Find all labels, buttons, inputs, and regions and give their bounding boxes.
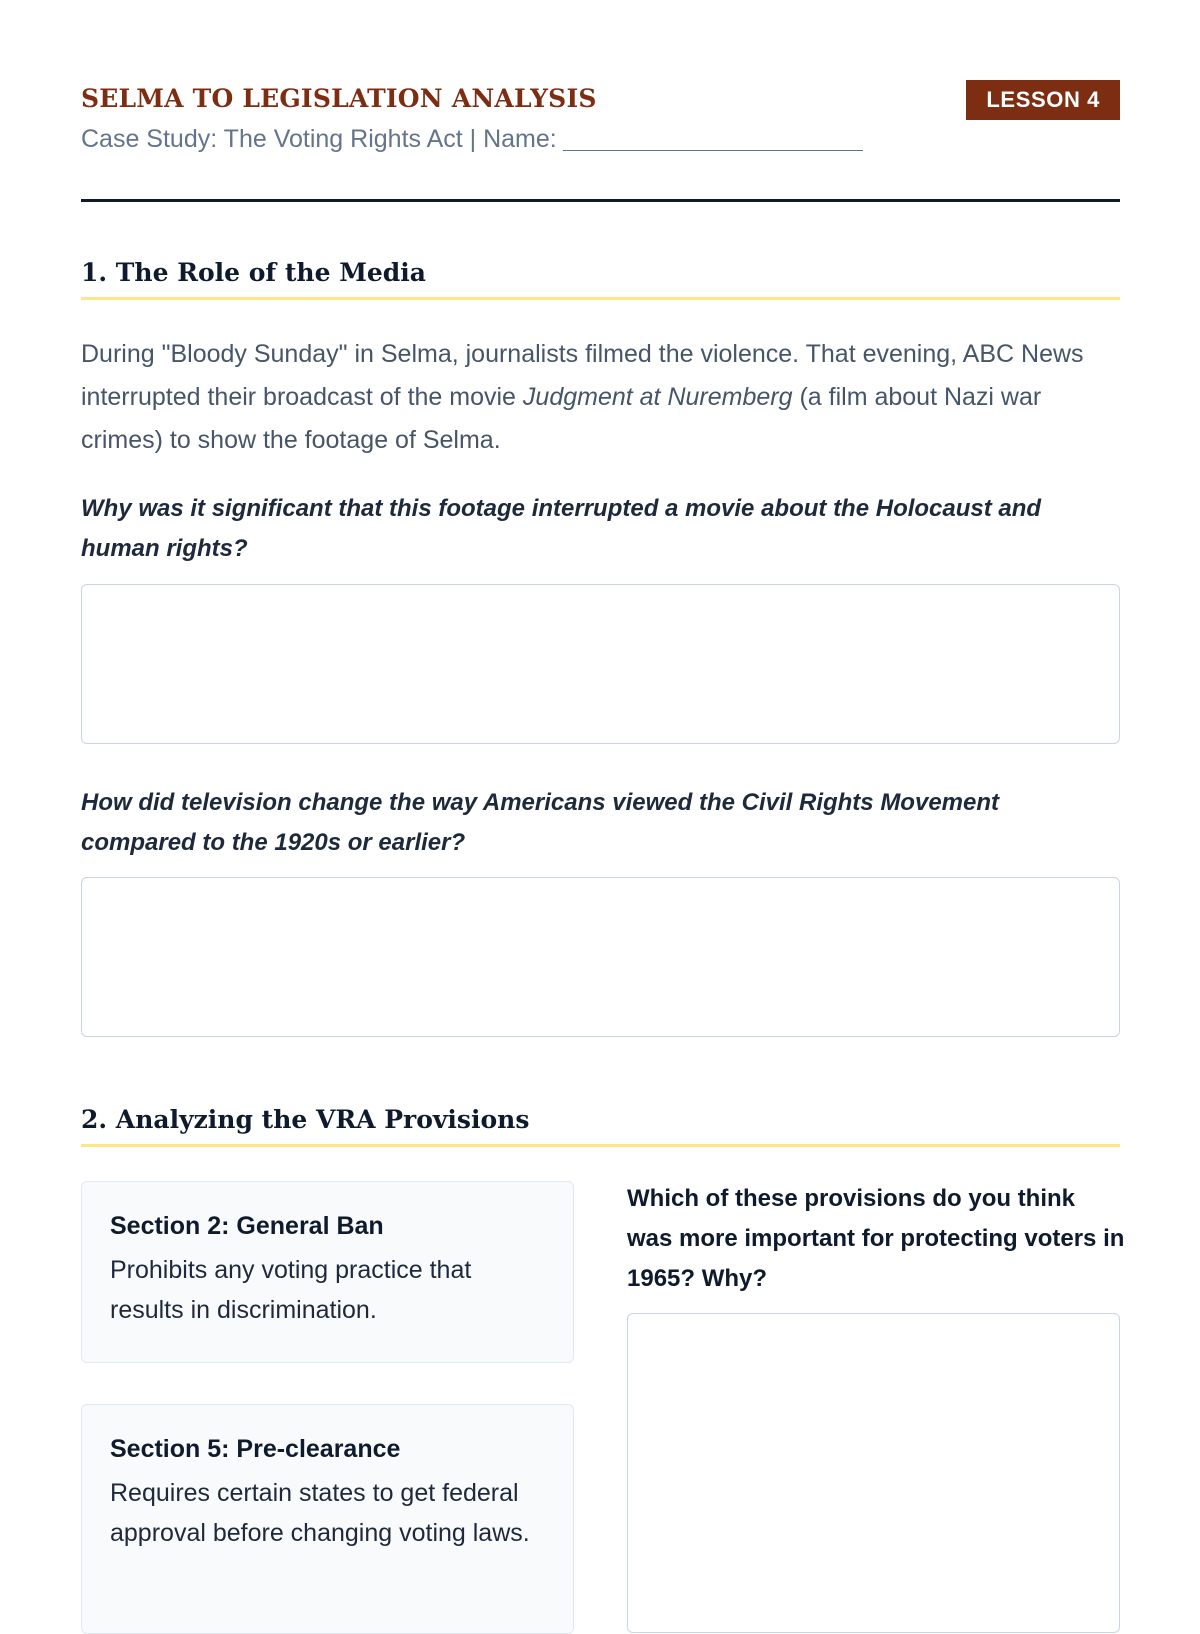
worksheet-subtitle (81, 124, 863, 154)
answer-box-provision-importance[interactable] (627, 1313, 1120, 1633)
section-1-heading: 1. The Role of the Media (81, 258, 1120, 300)
film-title: Judgment at Nuremberg (522, 383, 793, 411)
paragraph-text-end: (a film about Nazi war crimes) to show the footage of Selma. (81, 383, 1042, 454)
provision-card-section-2 (81, 1181, 574, 1363)
paragraph-text-start: During "Bloody Sunday" in Selma, journalists filmed the violence. That evening, ABC News interrupted their broadcast of the movie (81, 340, 1084, 411)
section-2-heading: 2. Analyzing the VRA Provisions (81, 1105, 1120, 1147)
worksheet-header (81, 0, 1120, 202)
provision-description: Prohibits any voting practice that results in discrimination. (110, 1256, 472, 1324)
worksheet-title: SELMA TO LEGISLATION ANALYSIS (81, 84, 597, 113)
subtitle-text: Case Study: The Voting Rights Act | Name: (81, 125, 557, 153)
question-provision-importance: Which of these provisions do you think was more important for protecting voters in 1965? Why? (627, 1185, 1125, 1292)
question-holocaust-significance: Why was it significant that this footage interrupted a movie about the Holocaust and human rights? (81, 495, 1042, 562)
provision-description: Requires certain states to get federal approval before changing voting laws. (110, 1479, 530, 1547)
lesson-badge: LESSON 4 (966, 80, 1120, 120)
worksheet-page (81, 0, 1125, 1547)
answer-box-holocaust-significance[interactable] (81, 584, 1120, 744)
name-blank-line[interactable] (563, 124, 863, 151)
provision-title: Section 5: Pre-clearance (110, 1435, 401, 1463)
media-context-paragraph (81, 333, 1120, 462)
answer-box-television-impact[interactable] (81, 877, 1120, 1037)
question-television-impact: How did television change the way Americans viewed the Civil Rights Movement compared to the 1920s or earlier? (81, 789, 999, 856)
provision-title: Section 2: General Ban (110, 1212, 384, 1240)
